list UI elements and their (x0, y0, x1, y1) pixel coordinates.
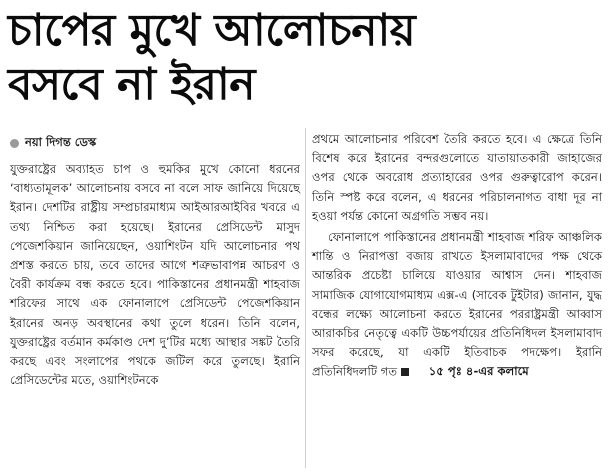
left-column (10, 160, 300, 392)
right-paragraph-2 (312, 228, 602, 382)
headline-line-2: বসবে না ইরান (8, 59, 255, 110)
continuation-text[interactable]: ১৫ পৃঃ ৪-এর কলামে (428, 364, 529, 379)
column-divider (305, 128, 306, 468)
right-paragraph-1: প্রথমে আলোচনার পরিবেশ তৈরি করতে হবে। এ ক্ষেত্রে তিনি বিশেষ করে ইরানের বন্দরগুলোতে যাতায়াতকারী জাহাজের ওপর থেকে অবরোধ প্রত্যাহারের ওপর গুরুত্বারোপ করেন। তিনি স্পষ্ট করে বলেন, এ ধরনের পরিচালনাগত বাধা দূর না হওয়া পর্যন্ত কোনো অগ্রগতি সম্ভব নয়। (312, 132, 602, 223)
continuation-marker[interactable] (401, 362, 529, 381)
byline (10, 134, 96, 152)
byline-text: নয়া দিগন্ত ডেস্ক (25, 134, 97, 149)
headline-line-1: চাপের মুখে আলোচনায় (8, 5, 416, 56)
right-paragraph-2-text: ফোনালাপে পাকিস্তানের প্রধানমন্ত্রী শাহবাজ শরিফ আঞ্চলিক শান্তি ও নিরাপত্তা বজায় রাখতে ইসলামাবাদের পক্ষ থেকে আন্তরিক প্রচেষ্টা চালিয়ে যাওয়ার আশ্বাস দেন। শাহবাজ সামাজিক যোগাযোগমাধ্যম এক্স-এ (সাবেক টুইটার) জানান, যুদ্ধ বন্ধের লক্ষ্যে আলোচনা করতে ইরানের পররাষ্ট্রমন্ত্রী আব্বাস আরাকচির নেতৃত্বে একটি উচ্চপর্যায়ের প্রতিনিধিদল ইসলামাবাদ সফর করেছে, যা একটি ইতিবাচক পদক্ষেপ। ইরানি প্রতিনিধিদলটি গত (312, 230, 602, 380)
right-column (312, 130, 602, 384)
bullet-icon (10, 139, 19, 148)
left-paragraph-1: যুক্তরাষ্ট্রের অব্যাহত চাপ ও হুমকির মুখে কোনো ধরনের ‘বাধ্যতামূলক’ আলোচনায় বসবে না বলে সাফ জানিয়ে দিয়েছে ইরান। দেশটির রাষ্ট্রীয় সম্প্রচারমাধ্যম আইআরআইবির খবরে এ তথ্য নিশ্চিত করা হয়েছে। ইরানের প্রেসিডেন্ট মাসুদ পেজেশকিয়ান জানিয়েছেন, ওয়াশিংটন যদি আলোচনার পথ প্রশস্ত করতে চায়, তবে তাদের আগে শত্রুভাবাপন্ন আচরণ ও বৈরী কার্যক্রম বন্ধ করতে হবে। পাকিস্তানের প্রধানমন্ত্রী শাহবাজ শরিফের সাথে এক ফোনালাপে প্রেসিডেন্ট পেজেশকিয়ান ইরানের অনড় অবস্থানের কথা তুলে ধরেন। তিনি বলেন, যুক্তরাষ্ট্রের বর্তমান কর্মকাণ্ড দেশ দু’টির মধ্যে আস্থার সঙ্কট তৈরি করছে এবং সংলাপের পথকে জটিল করে তুলছে। ইরানি প্রেসিডেন্টের মতে, ওয়াশিংটনকে (10, 162, 300, 388)
headline (8, 4, 604, 112)
square-bullet-icon (401, 368, 409, 376)
